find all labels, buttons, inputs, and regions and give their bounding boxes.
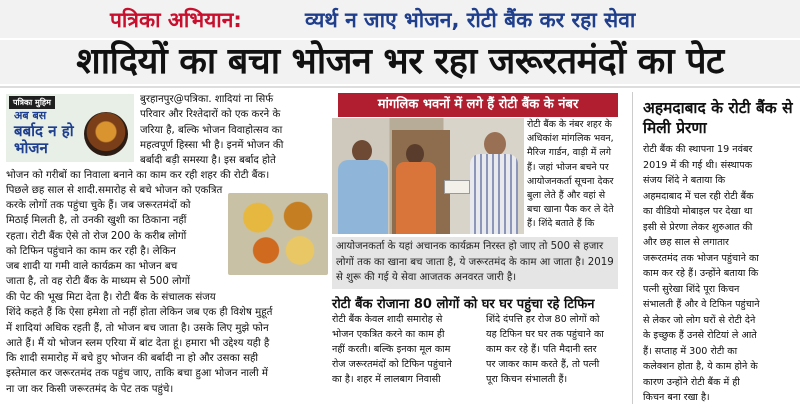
text-line: शिंदे कहते हैं कि ऐसा हमेशा तो नहीं होता लेकिन जब एक ही विशेष मुहूर्त: [6, 307, 273, 319]
text-line: पिछले छह साल से शादी.समारोह से बचे भोजन को एकत्रित: [6, 185, 223, 197]
text-line: का है। शहर में लालबाग निवासी: [332, 374, 441, 385]
promo-line: भोजन: [14, 139, 48, 157]
article-column-bottom-b: [486, 312, 628, 387]
text-line: रहता। रोटी बैंक ऐसे तो रोज 200 के करीब लोगों: [6, 230, 187, 242]
text-line: शिंदे दंपत्ति हर रोज 80 लोगों को: [486, 314, 600, 325]
food-bowl-image: [84, 112, 128, 156]
text-line: महत्वपूर्ण हिस्सा भी है। इनमें भोजन की: [140, 139, 284, 151]
column-divider: [632, 92, 633, 404]
text-line: आयोजनकर्ता सूचना देकर: [527, 175, 614, 187]
text-line: बुला लेते हैं और वहां से: [527, 190, 606, 202]
text-line: कलेक्शन होता है, ये काम होने के: [643, 361, 758, 372]
text-line: के इच्छुक हैं उनसे रोटियां ले आते: [643, 330, 757, 341]
photo-caption: आयोजनकर्ता के यहां अचानक कार्यक्रम निरस्त हो जाए तो 500 से हजार लोगों तक का खाना बच जाता है, ये जरूरतमंद के काम आ जाता है। 2019 से शुरू की गई ये सेवा आजतक अनवरत जारी है।: [332, 237, 618, 289]
text-line: रोटी बैंक की स्थापना 19 नवंबर: [643, 144, 753, 155]
promo-line: बर्बाद न हो: [14, 122, 74, 140]
campaign-promo-box: [6, 94, 134, 162]
text-line: हैं। शिंदे बताते हैं कि: [527, 218, 595, 230]
text-line: 2019 में की गई थी। संस्थापक: [643, 159, 753, 171]
text-line: रोटी बैंक के नंबर शहर के: [527, 119, 612, 130]
person-figure: [396, 142, 436, 234]
text-line: हैं। जहां भोजन बचने पर: [527, 161, 609, 173]
section-heading-right: अहमदाबाद के रोटी बैंक से मिली प्रेरणा: [643, 99, 793, 137]
text-line: मैरिज गार्डन, वाड़ी में लगे: [527, 147, 611, 159]
text-line: पर जाकर काम करते हैं, तो पत्नी: [486, 359, 600, 370]
text-line: को टिफिन पहुंचाने का काम कर रही है। लेकिन: [6, 245, 176, 257]
campaign-label: पत्रिका अभियान:: [110, 8, 242, 32]
text-line: कारण उन्होंने रोटी बैंक में ही: [643, 376, 740, 388]
campaign-slogan: व्यर्थ न जाए भोजन, रोटी बैंक कर रहा सेवा: [305, 8, 636, 32]
text-line: में शादियां अधिक रहती हैं, तो भोजन बच जाता है। उसके लिए मुझे फोन: [6, 322, 269, 334]
text-line: मिठाई मिलती है, तो उनकी खुशी का ठिकाना नहीं: [6, 215, 187, 227]
text-line: रोज जरूरतमंदों को टिफिन पहुंचाने: [332, 359, 452, 370]
promo-line: अब बस: [14, 109, 47, 122]
news-photo: [332, 118, 524, 234]
text-line: करके लोगों तक पहुंचा चुके हैं। जब जरूरतमंदों को: [6, 200, 191, 211]
text-line: और छह साल से लगातार: [643, 237, 729, 248]
kicker-bar: [0, 0, 800, 38]
text-line: जरूरतमंद तक भोजन पहुंचाने का: [643, 252, 759, 264]
text-line: संजय शिंदे ने बताया कि: [643, 175, 726, 186]
text-line: कि शादी समारोह में बचे हुए भोजन की बर्बादी ना हो और उसका सही: [6, 353, 259, 365]
person-figure: [468, 132, 520, 234]
text-line: जब शादी या गमी वाले कार्यक्रम का भोजन बच: [6, 261, 178, 273]
text-line: रोटी बैंक केवल शादी समारोह से: [332, 314, 443, 325]
text-line: अहमदाबाद में चल रही रोटी बैंक: [643, 190, 754, 202]
text-line: इस्तेमाल कर जरूरतमंद तक पहुंच जाए, ताकि बचा हुआ भोजन नाली में: [6, 368, 268, 380]
promo-kicker: पत्रिका मुहिम: [9, 96, 55, 109]
text-line: अधिकांश मांगलिक भवन,: [527, 133, 614, 145]
text-line: बुरहानपुर@पत्रिका. शादियां ना सिर्फ: [140, 94, 274, 105]
food-packet: [444, 180, 470, 194]
divider: [0, 86, 800, 88]
article-column-mid: [527, 118, 631, 232]
text-line: पूरा किचन संभालती हैं।: [486, 374, 568, 385]
text-line: यह टिफिन घर घर तक पहुंचाने का: [486, 329, 604, 340]
text-line: काम कर रहे हैं। पति मैदानी स्तर: [486, 344, 597, 355]
text-line: नहीं करती। बल्कि इनका मूल काम: [332, 344, 451, 355]
text-line: इसी से प्रेरणा लेकर शुरुआत की: [643, 221, 753, 233]
text-line: ना जा कर किसी जरूरतमंद के पेट तक पहुंचे।: [6, 383, 174, 395]
section-subheading: रोटी बैंक रोजाना 80 लोगों को घर घर पहुंचा रहे टिफिन: [332, 297, 595, 312]
text-line: किचन बना रखा है।: [643, 392, 710, 403]
text-line: परिवार और रिश्तेदारों को एक करने के: [140, 109, 281, 121]
section-caption-bar: मांगलिक भवनों में लगे हैं रोटी बैंक के नंबर: [338, 93, 618, 117]
text-line: आते हैं। मैं यो भोजन स्लम एरिया में बांट देता हूं। हमारा भी उद्देश्य यही है: [6, 337, 270, 349]
text-line: जाता है, तो वह रोटी बैंक के माध्यम से 500 लोगों: [6, 276, 191, 288]
text-line: बर्बादी बड़ी समस्या है। इस बर्बाद होते: [140, 155, 276, 167]
text-line: भोजन को गरीबों का निवाला बनाने का काम कर रही शहर की रोटी बैंक।: [6, 170, 270, 181]
article-column-right: [643, 142, 797, 406]
article-column-bottom-a: [332, 312, 482, 387]
person-figure: [336, 138, 390, 234]
text-line: का वीडियो मोबाइल पर देखा था: [643, 206, 753, 217]
text-line: संभालती हैं और वे टिफिन पहुंचाने: [643, 299, 760, 310]
text-line: जरिया है, बल्कि भोजन विवाहोत्सव का: [140, 124, 283, 136]
article-column-left-bottom: [6, 290, 328, 397]
text-line: की पेट की भूख मिटा देता है। रोटी बैंक के संचालक संजय: [6, 292, 216, 303]
text-line: हैं। सप्ताह में 300 रोटी का: [643, 345, 738, 357]
text-line: से लेकर जो लोग घरों से रोटी देने: [643, 314, 756, 326]
article-column-left-top: [140, 92, 326, 168]
text-line: बचा खाना पैक कर ले देते: [527, 204, 614, 216]
page-title: शादियों का बचा भोजन भर रहा जरूरतमंदों का पेट: [0, 40, 800, 84]
text-line: भोजन एकत्रित करने का काम ही: [332, 329, 445, 340]
thali-food-image: [228, 193, 328, 275]
text-line: काम कर रहे हैं। उन्होंने बताया कि: [643, 268, 759, 279]
article-column-left-wrap: [6, 198, 226, 290]
text-line: पत्नी सुरेखा शिंदे पूरा किचन: [643, 283, 740, 295]
